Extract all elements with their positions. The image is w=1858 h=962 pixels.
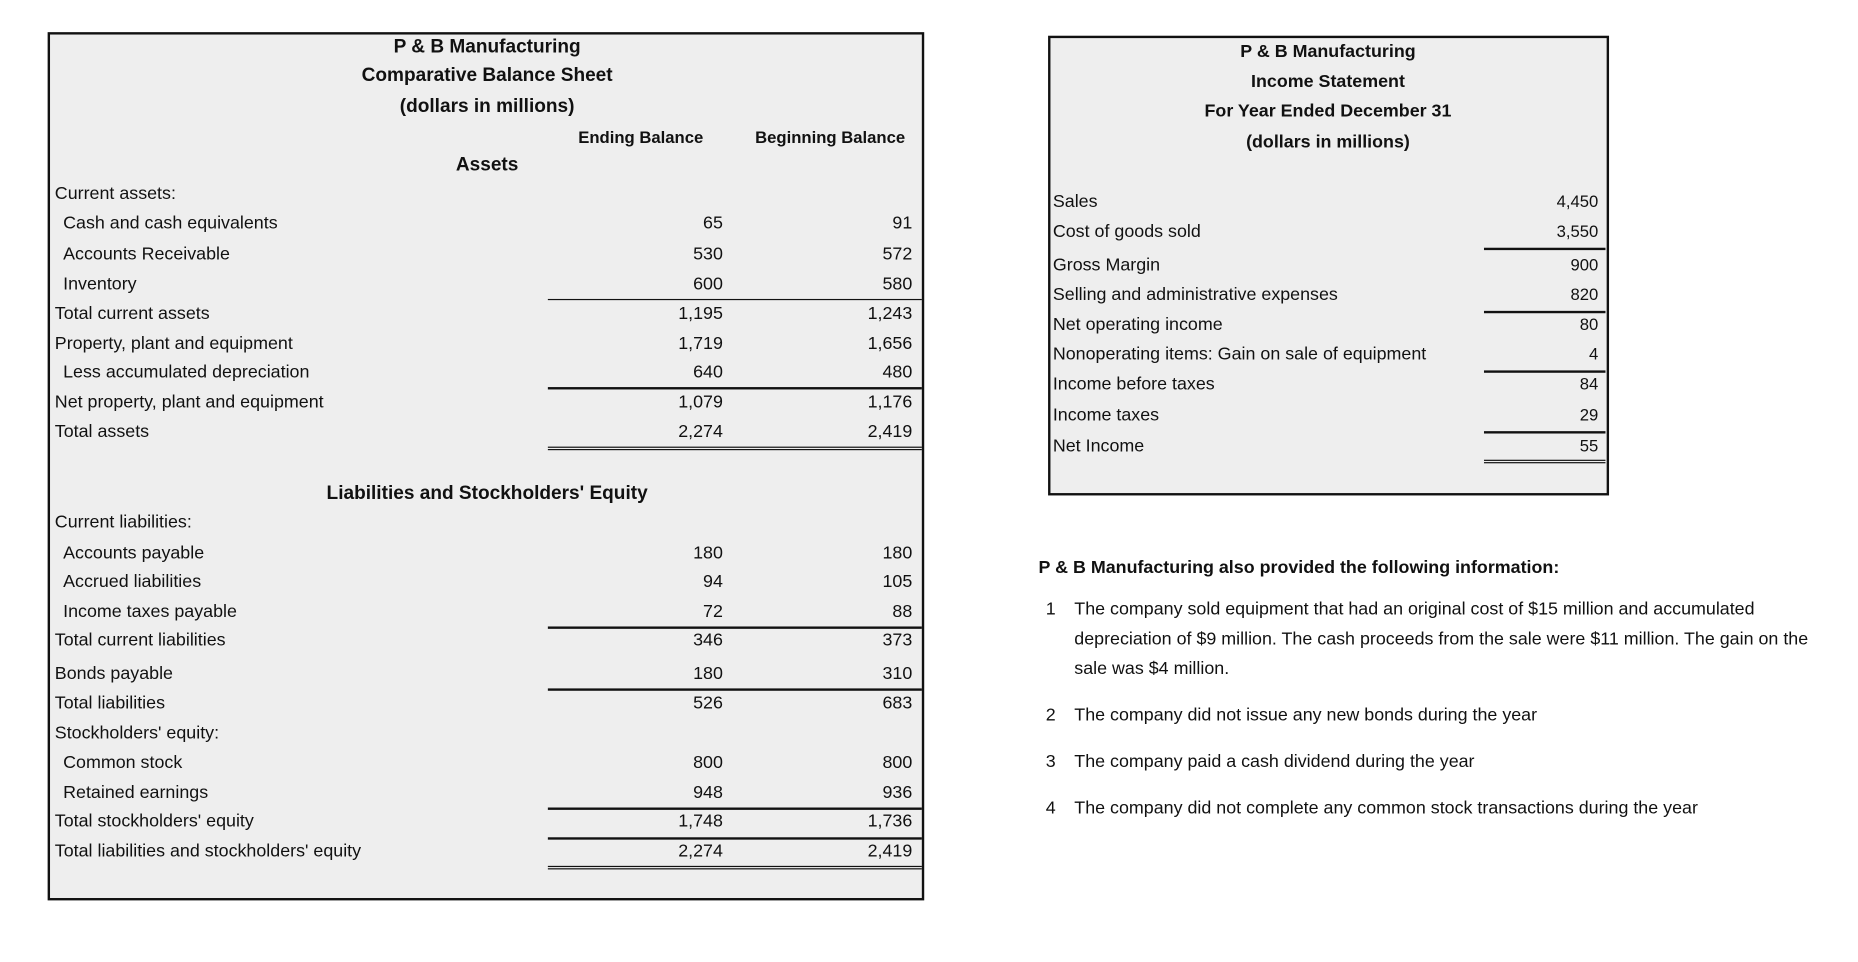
is-row-label: Sales	[1052, 191, 1098, 212]
row-label: Common stock	[63, 752, 183, 773]
underline-rule	[1484, 311, 1605, 313]
row-label: Accounts payable	[63, 543, 205, 564]
row-label: Total current liabilities	[54, 630, 226, 651]
beginning-value: 683	[882, 693, 913, 714]
is-company: P & B Manufacturing	[1240, 41, 1416, 62]
beginning-value: 1,176	[867, 391, 913, 413]
beginning-value: 91	[892, 213, 913, 234]
ending-value: 526	[693, 693, 723, 714]
beginning-value: 1,656	[867, 333, 913, 354]
underline-rule	[548, 837, 922, 839]
is-row-label: Cost of goods sold	[1052, 221, 1201, 242]
underline-rule	[548, 866, 922, 870]
is-row-value: 820	[1570, 284, 1599, 304]
info-item-number: 1	[1045, 599, 1056, 620]
beginning-value: 936	[882, 782, 913, 803]
row-label: Accrued liabilities	[63, 571, 202, 592]
row-label: Stockholders' equity:	[54, 722, 220, 744]
beginning-value: 2,419	[867, 421, 913, 442]
is-row-label: Net operating income	[1052, 314, 1223, 335]
bs-title: Comparative Balance Sheet	[361, 65, 613, 86]
ending-value: 800	[693, 752, 723, 773]
ending-value: 180	[693, 543, 723, 564]
info-item	[1039, 747, 1825, 777]
is-row-value: 29	[1579, 404, 1599, 424]
row-label: Net property, plant and equipment	[54, 391, 324, 413]
beginning-value: 310	[882, 663, 913, 684]
underline-rule	[1484, 431, 1605, 433]
bs-company: P & B Manufacturing	[393, 36, 581, 58]
row-label: Income taxes payable	[63, 601, 237, 622]
is-row-value: 4,450	[1556, 191, 1599, 211]
beginning-value: 480	[882, 362, 913, 383]
is-units: (dollars in millions)	[1246, 132, 1410, 153]
row-label: Total liabilities	[54, 693, 166, 714]
underline-rule	[1484, 370, 1605, 372]
underline-rule	[548, 688, 922, 690]
is-row-value: 84	[1579, 373, 1599, 394]
ending-value: 600	[693, 273, 723, 295]
ending-value: 72	[703, 601, 723, 622]
row-label: Retained earnings	[63, 782, 209, 803]
ending-value: 1,719	[678, 333, 723, 354]
row-label: Inventory	[63, 273, 137, 295]
ending-value: 2,274	[678, 840, 723, 862]
info-item-text: The company did not complete any common stock transactions during the year	[1074, 797, 1698, 819]
ending-value: 1,748	[678, 811, 723, 832]
info-item-number: 2	[1045, 705, 1056, 726]
additional-info-heading: P & B Manufacturing also provided the following information:	[1038, 557, 1560, 578]
info-item-text: The company paid a cash dividend during the year	[1074, 751, 1475, 772]
info-item-number: 3	[1045, 751, 1056, 772]
info-item	[1039, 700, 1825, 730]
ending-value: 346	[693, 630, 723, 651]
beginning-value: 180	[882, 543, 913, 564]
ending-value: 530	[693, 244, 723, 265]
ending-value: 1,079	[678, 391, 723, 413]
liabilities-heading: Liabilities and Stockholders' Equity	[326, 483, 648, 504]
is-title: Income Statement	[1251, 71, 1405, 92]
bs-units: (dollars in millions)	[399, 96, 575, 117]
is-row-value: 80	[1579, 314, 1599, 334]
info-item-text: The company sold equipment that had an original cost of $15 million and accumulated depreciation of $9 million. The cash proceeds from the sale were $11 million. The gain on the sale was $4 million.	[1074, 599, 1809, 679]
ending-value: 65	[703, 213, 723, 234]
underline-rule	[1484, 248, 1605, 250]
assets-heading: Assets	[455, 154, 519, 176]
is-row-value: 900	[1570, 254, 1599, 274]
ending-value: 948	[693, 782, 723, 803]
beginning-value: 1,736	[867, 811, 913, 832]
is-row-label: Gross Margin	[1052, 254, 1161, 276]
is-row-label: Nonoperating items: Gain on sale of equipment	[1052, 344, 1427, 365]
is-row-value: 4	[1589, 344, 1599, 364]
beginning-value: 580	[882, 273, 913, 295]
additional-info	[1039, 557, 1825, 839]
is-row-label: Selling and administrative expenses	[1052, 284, 1338, 305]
is-period: For Year Ended December 31	[1204, 101, 1452, 122]
is-row-value: 55	[1579, 435, 1599, 455]
row-label: Cash and cash equivalents	[63, 213, 278, 234]
beginning-value: 105	[882, 571, 913, 592]
ending-value: 1,195	[678, 303, 723, 324]
beginning-value: 572	[882, 244, 913, 265]
row-label: Accounts Receivable	[63, 244, 230, 265]
is-row-label: Net Income	[1052, 435, 1145, 457]
beginning-value: 2,419	[867, 840, 913, 862]
underline-rule	[548, 299, 922, 300]
row-label: Bonds payable	[54, 663, 173, 684]
beginning-value: 373	[882, 630, 913, 651]
ending-value: 2,274	[678, 421, 723, 442]
row-label: Total current assets	[54, 303, 210, 324]
ending-value: 640	[693, 362, 723, 383]
beginning-value: 88	[892, 601, 913, 622]
info-item	[1039, 594, 1825, 683]
row-label: Total assets	[54, 421, 150, 442]
is-row-value: 3,550	[1556, 221, 1599, 241]
underline-rule	[1484, 460, 1605, 464]
is-row-label: Income before taxes	[1052, 373, 1215, 395]
info-item-text: The company did not issue any new bonds during the year	[1074, 705, 1538, 726]
beginning-value: 1,243	[867, 303, 913, 324]
row-label: Property, plant and equipment	[54, 333, 293, 354]
underline-rule	[548, 626, 922, 628]
underline-rule	[548, 387, 922, 389]
ending-value: 94	[703, 571, 723, 592]
col-header-ending: Ending Balance	[578, 127, 704, 147]
row-label: Less accumulated depreciation	[63, 362, 310, 383]
is-row-label: Income taxes	[1052, 404, 1160, 426]
col-header-beginning: Beginning Balance	[755, 127, 906, 147]
row-label: Current liabilities:	[54, 512, 192, 533]
row-label: Total liabilities and stockholders' equity	[54, 840, 362, 862]
row-label: Total stockholders' equity	[54, 811, 254, 832]
underline-rule	[548, 807, 922, 809]
underline-rule	[548, 447, 922, 451]
row-label: Current assets:	[54, 183, 176, 204]
ending-value: 180	[693, 663, 723, 684]
info-item-number: 4	[1045, 797, 1056, 819]
beginning-value: 800	[882, 752, 913, 773]
info-item	[1039, 793, 1825, 823]
